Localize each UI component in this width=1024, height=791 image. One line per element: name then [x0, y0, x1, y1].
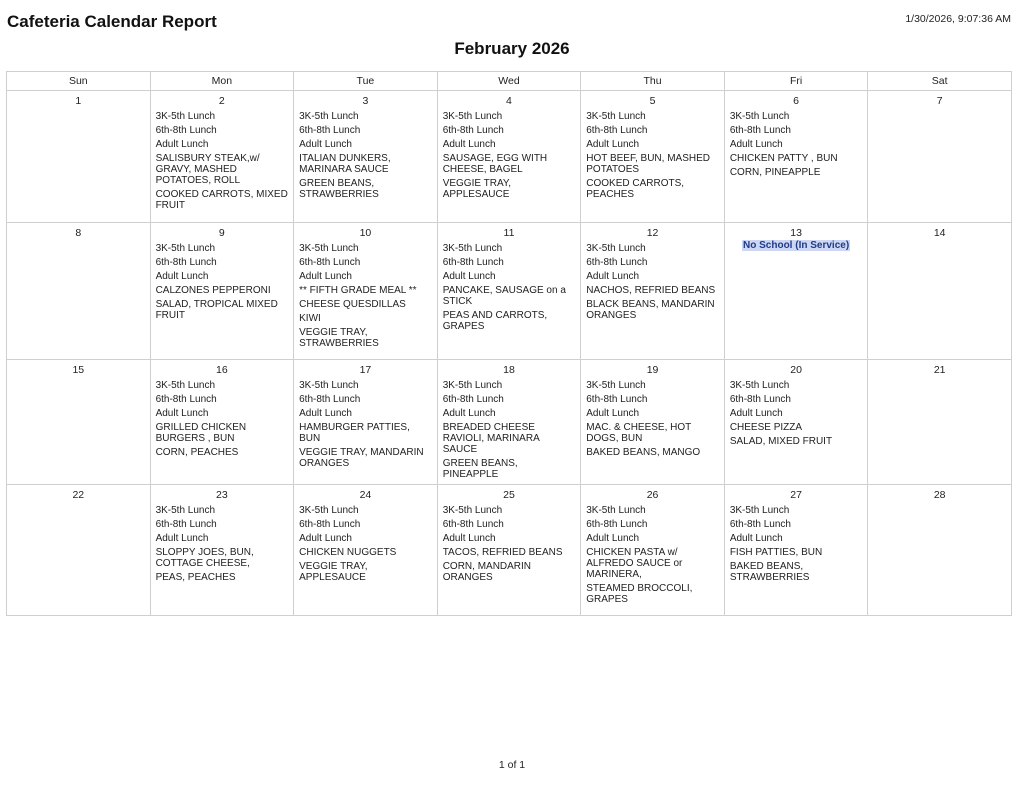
day-cell — [150, 360, 294, 485]
meal-category: 6th-8th Lunch — [586, 257, 648, 268]
meal-category: Adult Lunch — [729, 408, 783, 419]
meal-category: 3K-5th Lunch — [586, 111, 646, 122]
meal-category: Adult Lunch — [442, 271, 496, 282]
week-row — [7, 360, 1012, 485]
meal-category: Adult Lunch — [299, 271, 352, 282]
menu-item: ITALIAN DUNKERS, MARINARA SAUCE — [299, 153, 391, 175]
weekday-header-sat: Sat — [868, 72, 1012, 91]
meal-category: Adult Lunch — [442, 408, 496, 419]
day-cell — [150, 91, 294, 223]
menu-item: CALZONES PEPPERONI — [155, 285, 271, 296]
report-timestamp: 1/30/2026, 9:07:36 AM — [905, 13, 1011, 25]
meal-category: 6th-8th Lunch — [299, 257, 361, 268]
meal-category: 3K-5th Lunch — [155, 243, 216, 254]
menu-item: BLACK BEANS, MANDARIN ORANGES — [586, 299, 715, 321]
meal-category: Adult Lunch — [155, 139, 209, 150]
meal-category: 6th-8th Lunch — [155, 519, 217, 530]
meal-category: 3K-5th Lunch — [586, 380, 646, 391]
menu-item: VEGGIE TRAY, MANDARIN ORANGES — [299, 447, 424, 469]
day-number: 14 — [933, 227, 946, 239]
calendar-body — [7, 91, 1012, 616]
menu-item: GREEN BEANS, PINEAPPLE — [442, 458, 518, 480]
day-cell — [581, 223, 725, 360]
weekday-header-row — [7, 72, 1012, 91]
day-cell — [294, 91, 438, 223]
meal-category: 6th-8th Lunch — [155, 394, 217, 405]
day-cell — [724, 91, 868, 223]
meal-category: 3K-5th Lunch — [442, 243, 503, 254]
meal-category: 6th-8th Lunch — [729, 125, 791, 136]
no-school-notice — [730, 240, 863, 251]
meal-category: 6th-8th Lunch — [299, 519, 361, 530]
day-number: 28 — [933, 489, 946, 501]
day-number: 20 — [790, 364, 802, 376]
meal-category: 3K-5th Lunch — [299, 505, 359, 516]
day-cell — [294, 485, 438, 616]
day-cell — [437, 485, 581, 616]
day-cell — [150, 223, 294, 360]
meal-category: 6th-8th Lunch — [586, 125, 648, 136]
day-cell — [724, 360, 868, 485]
day-number: 19 — [646, 364, 659, 376]
day-number: 23 — [216, 489, 228, 501]
menu-item: SALAD, MIXED FRUIT — [729, 436, 833, 447]
day-number: 12 — [646, 227, 659, 239]
menu-item: CORN, MANDARIN ORANGES — [442, 561, 532, 583]
meal-category: Adult Lunch — [586, 271, 640, 282]
menu-item: CORN, PEACHES — [155, 447, 239, 458]
day-number: 25 — [503, 489, 515, 501]
menu-item: CORN, PINEAPPLE — [729, 167, 821, 178]
report-title: Cafeteria Calendar Report — [7, 12, 217, 31]
meal-category: 6th-8th Lunch — [442, 125, 504, 136]
meal-category: 3K-5th Lunch — [442, 111, 503, 122]
week-row — [7, 91, 1012, 223]
weekday-header-tue: Tue — [294, 72, 438, 91]
meal-category: 6th-8th Lunch — [442, 394, 504, 405]
menu-item: PEAS, PEACHES — [155, 572, 236, 583]
meal-category: 3K-5th Lunch — [442, 380, 503, 391]
day-cell — [724, 485, 868, 616]
day-cell — [868, 485, 1012, 616]
day-number: 6 — [793, 95, 800, 107]
meal-category: 6th-8th Lunch — [586, 519, 648, 530]
meal-category: 3K-5th Lunch — [299, 380, 359, 391]
day-number: 24 — [359, 489, 372, 501]
meal-category: 3K-5th Lunch — [729, 111, 790, 122]
meal-category: Adult Lunch — [729, 139, 783, 150]
weekday-header-sun: Sun — [7, 72, 151, 91]
day-cell — [437, 91, 581, 223]
menu-item: SALISBURY STEAK,w/ GRAVY, MASHED POTATOES, ROLL — [155, 153, 260, 186]
meal-category: Adult Lunch — [155, 271, 209, 282]
menu-item: HOT BEEF, BUN, MASHED POTATOES — [586, 153, 710, 175]
day-number: 26 — [646, 489, 659, 501]
meal-category: 3K-5th Lunch — [155, 380, 216, 391]
meal-category: 6th-8th Lunch — [442, 519, 504, 530]
day-cell — [7, 485, 151, 616]
day-cell — [868, 223, 1012, 360]
day-number: 17 — [359, 364, 372, 376]
day-number: 2 — [218, 95, 225, 107]
day-cell — [7, 360, 151, 485]
menu-item: CHICKEN PASTA w/ ALFREDO SAUCE or MARINERA, — [586, 547, 683, 580]
meal-category: 3K-5th Lunch — [586, 243, 646, 254]
menu-item: SLOPPY JOES, BUN, COTTAGE CHEESE, — [155, 547, 254, 569]
day-cell — [581, 360, 725, 485]
meal-category: 3K-5th Lunch — [729, 380, 790, 391]
menu-item: SAUSAGE, EGG WITH CHEESE, BAGEL — [442, 153, 548, 175]
day-number: 15 — [72, 364, 85, 376]
day-cell — [868, 360, 1012, 485]
menu-item: MAC. & CHEESE, HOT DOGS, BUN — [586, 422, 692, 444]
meal-category: Adult Lunch — [586, 139, 640, 150]
day-number: 5 — [649, 95, 656, 107]
day-cell — [150, 485, 294, 616]
day-cell — [724, 223, 868, 360]
meal-category: 6th-8th Lunch — [155, 125, 217, 136]
menu-item: PANCAKE, SAUSAGE on a STICK — [442, 285, 566, 307]
day-cell — [437, 223, 581, 360]
meal-category: 3K-5th Lunch — [299, 243, 359, 254]
meal-category: 3K-5th Lunch — [729, 505, 790, 516]
menu-item: TACOS, REFRIED BEANS — [442, 547, 563, 558]
menu-item: BAKED BEANS, STRAWBERRIES — [729, 561, 810, 583]
menu-item: HAMBURGER PATTIES, BUN — [299, 422, 410, 444]
day-number: 18 — [503, 364, 515, 376]
meal-category: 6th-8th Lunch — [729, 519, 791, 530]
meal-category: Adult Lunch — [299, 533, 352, 544]
meal-category: Adult Lunch — [586, 408, 640, 419]
day-number: 8 — [75, 227, 82, 239]
meal-category: Adult Lunch — [155, 408, 209, 419]
meal-category: 6th-8th Lunch — [729, 394, 791, 405]
week-row — [7, 485, 1012, 616]
menu-item: CHEESE QUESDILLAS — [299, 299, 406, 310]
day-number: 11 — [503, 227, 515, 239]
day-cell — [7, 223, 151, 360]
day-number: 4 — [506, 95, 512, 107]
weekday-header-fri: Fri — [724, 72, 868, 91]
menu-item: CHEESE PIZZA — [729, 422, 803, 433]
page-number: 1 of 1 — [498, 759, 526, 771]
day-cell — [868, 91, 1012, 223]
calendar-grid — [6, 71, 1012, 616]
menu-item: GREEN BEANS, STRAWBERRIES — [299, 178, 379, 200]
meal-category: Adult Lunch — [299, 139, 352, 150]
meal-category: Adult Lunch — [586, 533, 640, 544]
meal-category: Adult Lunch — [155, 533, 209, 544]
day-cell — [294, 223, 438, 360]
meal-category: Adult Lunch — [729, 533, 783, 544]
menu-item: VEGGIE TRAY, APPLESAUCE — [299, 561, 368, 583]
meal-category: 6th-8th Lunch — [586, 394, 648, 405]
menu-item: ** FIFTH GRADE MEAL ** — [299, 285, 417, 296]
day-number: 22 — [72, 489, 85, 501]
meal-category: Adult Lunch — [299, 408, 352, 419]
menu-item: VEGGIE TRAY, APPLESAUCE — [442, 178, 512, 200]
weekday-header-wed: Wed — [437, 72, 581, 91]
meal-category: 3K-5th Lunch — [155, 505, 216, 516]
meal-category: 6th-8th Lunch — [155, 257, 217, 268]
menu-item: COOKED CARROTS, MIXED FRUIT — [155, 189, 288, 211]
menu-item: VEGGIE TRAY, STRAWBERRIES — [299, 327, 379, 349]
meal-category: Adult Lunch — [442, 533, 496, 544]
day-cell — [581, 91, 725, 223]
week-row — [7, 223, 1012, 360]
menu-item: NACHOS, REFRIED BEANS — [586, 285, 716, 296]
meal-category: 3K-5th Lunch — [299, 111, 359, 122]
day-number: 10 — [359, 227, 372, 239]
menu-item: CHICKEN PATTY , BUN — [729, 153, 838, 164]
menu-item: STEAMED BROCCOLI, GRAPES — [586, 583, 693, 605]
menu-item: PEAS AND CARROTS, GRAPES — [442, 310, 548, 332]
meal-category: Adult Lunch — [442, 139, 496, 150]
menu-item: GRILLED CHICKEN BURGERS , BUN — [155, 422, 247, 444]
day-number: 3 — [362, 95, 369, 107]
menu-item: BAKED BEANS, MANGO — [586, 447, 701, 458]
day-number: 13 — [790, 227, 802, 239]
no-school-label: No School (In Service) — [743, 240, 850, 251]
day-number: 21 — [933, 364, 946, 376]
day-cell — [7, 91, 151, 223]
meal-category: 3K-5th Lunch — [442, 505, 503, 516]
meal-category: 6th-8th Lunch — [299, 125, 361, 136]
meal-category: 6th-8th Lunch — [299, 394, 361, 405]
weekday-header-mon: Mon — [150, 72, 294, 91]
day-number: 16 — [216, 364, 228, 376]
day-cell — [581, 485, 725, 616]
menu-item: COOKED CARROTS, PEACHES — [586, 178, 685, 200]
menu-item: KIWI — [299, 313, 321, 324]
meal-category: 3K-5th Lunch — [155, 111, 216, 122]
menu-item: FISH PATTIES, BUN — [729, 547, 823, 558]
day-number: 7 — [936, 95, 943, 107]
month-title: February 2026 — [454, 39, 570, 58]
day-cell — [437, 360, 581, 485]
meal-category: 3K-5th Lunch — [586, 505, 646, 516]
day-number: 1 — [75, 95, 82, 107]
weekday-header-thu: Thu — [581, 72, 725, 91]
menu-item: SALAD, TROPICAL MIXED FRUIT — [155, 299, 278, 321]
meal-category: 6th-8th Lunch — [442, 257, 504, 268]
menu-item: CHICKEN NUGGETS — [299, 547, 397, 558]
menu-item: BREADED CHEESE RAVIOLI, MARINARA SAUCE — [442, 422, 540, 455]
day-cell — [294, 360, 438, 485]
day-number: 27 — [790, 489, 802, 501]
day-number: 9 — [218, 227, 225, 239]
